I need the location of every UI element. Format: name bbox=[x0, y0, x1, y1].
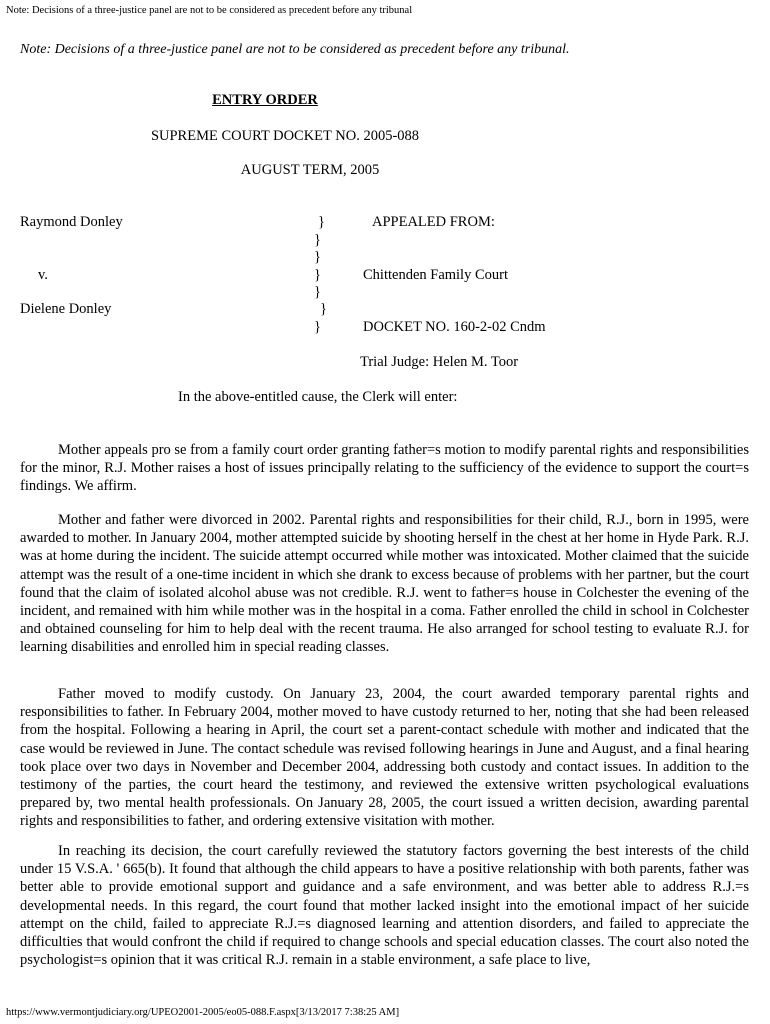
caption-brace: } bbox=[314, 267, 321, 283]
caption-brace: } bbox=[314, 319, 321, 335]
caption-brace: } bbox=[314, 232, 321, 248]
body-paragraph: Father moved to modify custody. On January 23, 2004, the court awarded temporary parental rights and responsibilities to father. In February 2004, mother moved to have custody returned to her, noting that she had been released from the hospital. Following a hearing in April, the court set a parent-contact schedule with mother and indicated that the case would be reviewed in June. The contact schedule was revised following hearings in June and August, and a final hearing took place over two days in November and December 2004, addressing both custody and contact issues. In addition to the testimony of the parties, the court heard the testimony, and reviewed the extensive written psychological evaluations prepared by, two mental health professionals. On January 28, 2005, the court issued a written decision, awarding parental rights and responsibilities to father, and ordering extensive visitation with mother. bbox=[20, 686, 749, 830]
appellant-name: Raymond Donley bbox=[20, 214, 123, 230]
appealed-from-label: APPEALED FROM: bbox=[372, 214, 495, 230]
caption-brace: } bbox=[314, 284, 321, 300]
caption-brace: } bbox=[318, 214, 325, 230]
page-header-note: Note: Decisions of a three-justice panel are not to be considered as precedent before any tribunal bbox=[6, 5, 413, 16]
appellee-name: Dielene Donley bbox=[20, 301, 112, 317]
body-paragraph: Mother and father were divorced in 2002. Parental rights and responsibilities for their child, R.J., born in 1995, were awarded to mother. In January 2004, mother attempted suicide by shooting herself in the chest at her home in Hyde Park. R.J. was at home during the incident. The suicide attempt occurred while mother was intoxicated. Mother claimed that the suicide attempt was the result of a one-time incident in which she drank to excess because of problems with her partner, but the court found that the claim of isolated alcohol abuse was not credible. R.J. went to father=s house in Colchester the evening of the incident, and remained with him while mother was in the hospital in a coma. Father enrolled the child in school in Colchester and obtained counseling for him to help deal with the recent trauma. He also arranged for school testing to evaluate R.J. for learning disabilities and enrolled him in special reading classes. bbox=[20, 512, 749, 656]
clerk-entry-line: In the above-entitled cause, the Clerk will enter: bbox=[178, 389, 458, 405]
supreme-court-docket: SUPREME COURT DOCKET NO. 2005-088 bbox=[150, 128, 420, 144]
lower-court-name: Chittenden Family Court bbox=[363, 267, 508, 283]
body-paragraph: In reaching its decision, the court carefully reviewed the statutory factors governing the best interests of the child under 15 V.S.A. ' 665(b). It found that although the child appears to have a positive relationship with both parents, father was better able to provide emotional support and guidance and a safe environment, and was better able to address R.J.=s developmental needs. In this regard, the court found that mother lacked insight into the emotional impact of her suicide attempt on the child, failed to appreciate R.J.=s diagnosed learning and attention disorders, and failed to appreciate the difficulties that would confront the child if required to change schools and special education classes. The court also noted the psychologist=s opinion that it was critical R.J. remain in a stable environment, a safe place to live, bbox=[20, 843, 749, 969]
caption-brace: } bbox=[320, 301, 327, 317]
trial-judge: Trial Judge: Helen M. Toor bbox=[360, 354, 519, 370]
lower-court-docket: DOCKET NO. 160-2-02 Cndm bbox=[363, 319, 546, 335]
page-footer-url: https://www.vermontjudiciary.org/UPEO2001-2005/eo05-088.F.aspx[3/13/2017 7:38:25 AM] bbox=[6, 1007, 400, 1018]
court-term: AUGUST TERM, 2005 bbox=[240, 162, 380, 178]
versus-label: v. bbox=[38, 267, 48, 283]
body-paragraph: Mother appeals pro se from a family court order granting father=s motion to modify parental rights and responsibilities for the minor, R.J. Mother raises a host of issues principally relating to the sufficiency of the evidence to support the court=s findings. We affirm. bbox=[20, 442, 749, 495]
precedent-note: Note: Decisions of a three-justice panel are not to be considered as precedent before any tribunal. bbox=[20, 42, 570, 57]
document-title: ENTRY ORDER bbox=[212, 92, 318, 108]
caption-brace: } bbox=[314, 249, 321, 265]
